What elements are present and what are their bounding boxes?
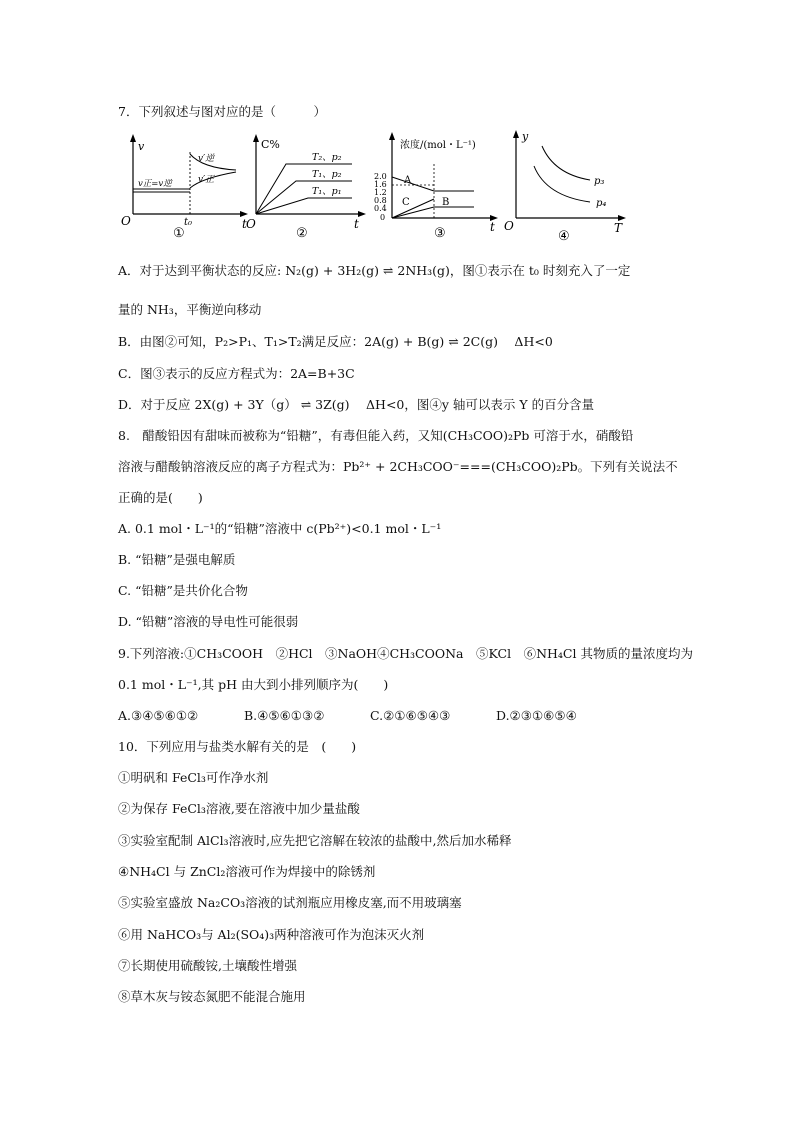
q8-option-b: B. “铅糖”是强电解质: [118, 552, 236, 567]
q10-item: ⑤实验室盛放 Na₂CO₃溶液的试剂瓶应用橡皮塞,而不用玻璃塞: [118, 895, 462, 910]
fig2-number: ②: [296, 226, 308, 240]
fig1-t0: t₀: [184, 217, 193, 228]
q7-option-d: D．对于反应 2X(g) + 3Y（g） ⇌ 3Z(g) ΔH<0，图④y 轴可以表示 Y 的百分含量: [118, 397, 595, 412]
q8-option-a: A. 0.1 mol・L⁻¹的“铅糖”溶液中 c(Pb²⁺)<0.1 mol・L⁻¹: [118, 521, 442, 536]
q8-option-d: D. “铅糖”溶液的导电性可能很弱: [118, 614, 299, 629]
fig1-v-label: v: [138, 140, 145, 153]
fig1-eq-label: v正=v逆: [138, 179, 172, 189]
q8-stem-line3: 正确的是( ): [118, 490, 203, 505]
q9-option-c: C.②①⑥⑤④③: [370, 708, 451, 723]
fig3-tick: 0.8: [374, 196, 387, 205]
fig3-tick: 0.4: [374, 204, 387, 213]
q10-item: ③实验室配制 AlCl₃溶液时,应先把它溶解在较浓的盐酸中,然后加水稀释: [118, 833, 512, 848]
fig3-number: ③: [434, 226, 446, 240]
fig4-origin: O: [504, 219, 514, 233]
q7-option-a-line2: 量的 NH₃，平衡逆向移动: [118, 302, 262, 317]
fig1-origin: O: [121, 214, 131, 228]
fig1-number: ①: [173, 226, 185, 240]
q8-stem-line1: 8. 醋酸铅因有甜味而被称为“铅糖”，有毒但能入药，又知(CH₃COO)₂Pb 可溶于水，硝酸铅: [118, 428, 634, 443]
fig3-tick: 1.6: [374, 180, 387, 189]
figure-2: [246, 128, 368, 240]
fig3-ylabel: 浓度/(mol・L⁻¹): [400, 140, 476, 151]
q7-option-a-line1: A．对于达到平衡状态的反应: N₂(g) + 3H₂(g) ⇌ 2NH₃(g)，图①表示在 t₀ 时刻充入了一定: [118, 263, 631, 278]
fig4-p3-label: p₃: [594, 176, 605, 187]
fig1-t-label: t: [242, 217, 247, 231]
q9-option-b: B.④⑤⑥①③②: [244, 708, 325, 723]
q9-option-a: A.③④⑤⑥①②: [118, 708, 199, 723]
fig3-C-label: C: [402, 197, 410, 208]
fig3-tick: 1.2: [374, 188, 387, 197]
q10-item: ①明矾和 FeCl₃可作净水剂: [118, 770, 269, 785]
q8-stem-line2: 溶液与醋酸钠溶液反应的离子方程式为：Pb²⁺ + 2CH₃COO⁻===(CH₃COO)₂Pb。下列有关说法不: [118, 459, 678, 474]
fig2-ylabel: C%: [261, 138, 280, 151]
q7-stem: 7．下列叙述与图对应的是（ ）: [118, 104, 326, 119]
fig1-vrev-label: v′逆: [198, 154, 215, 164]
fig3-t-label: t: [490, 220, 495, 234]
q10-item: ⑦长期使用硫酸铵,土壤酸性增强: [118, 958, 297, 973]
q8-option-c: C. “铅糖”是共价化合物: [118, 583, 248, 598]
q9-stem-line1: 9.下列溶液:①CH₃COOH ②HCl ③NaOH④CH₃COONa ⑤KCl ⑥NH₄Cl 其物质的量浓度均为: [118, 646, 693, 661]
fig3-B-label: B: [442, 197, 450, 208]
q9-option-d: D.②③①⑥⑤④: [496, 708, 577, 723]
figure-3: [372, 128, 502, 240]
fig4-number: ④: [558, 229, 570, 242]
fig3-A-label: A: [404, 175, 412, 186]
q7-option-c: C．图③表示的反应方程式为：2A=B+3C: [118, 366, 355, 381]
fig1-vfwd-label: v′正: [198, 175, 215, 185]
q10-item: ④NH₄Cl 与 ZnCl₂溶液可作为焊接中的除锈剂: [118, 864, 376, 879]
figure-4: [504, 124, 628, 242]
fig4-p4-label: p₄: [596, 198, 607, 209]
fig4-y-label: y: [522, 130, 529, 143]
fig2-curve3-label: T₁、p₁: [312, 186, 342, 197]
fig2-curve1-label: T₂、p₂: [312, 152, 342, 163]
figure-1: [118, 128, 250, 240]
fig2-curve2-label: T₁、p₂: [312, 169, 342, 180]
fig2-t-label: t: [354, 217, 359, 231]
q9-stem-line2: 0.1 mol・L⁻¹,其 pH 由大到小排列顺序为( ): [118, 677, 389, 692]
fig3-tick: 0: [380, 213, 386, 222]
q10-item: ②为保存 FeCl₃溶液,要在溶液中加少量盐酸: [118, 801, 360, 816]
fig2-origin: O: [246, 217, 256, 231]
fig3-tick: 2.0: [374, 172, 387, 181]
q10-stem: 10．下列应用与盐类水解有关的是 ( ): [118, 739, 357, 754]
fig4-T-label: T: [614, 221, 623, 235]
q10-item: ⑧草木灰与铵态氮肥不能混合施用: [118, 989, 306, 1004]
q10-item: ⑥用 NaHCO₃与 Al₂(SO₄)₃两种溶液可作为泡沫灭火剂: [118, 927, 425, 942]
q7-option-b: B．由图②可知，P₂>P₁、T₁>T₂满足反应：2A(g) + B(g) ⇌ 2C(g) ΔH<0: [118, 334, 553, 349]
